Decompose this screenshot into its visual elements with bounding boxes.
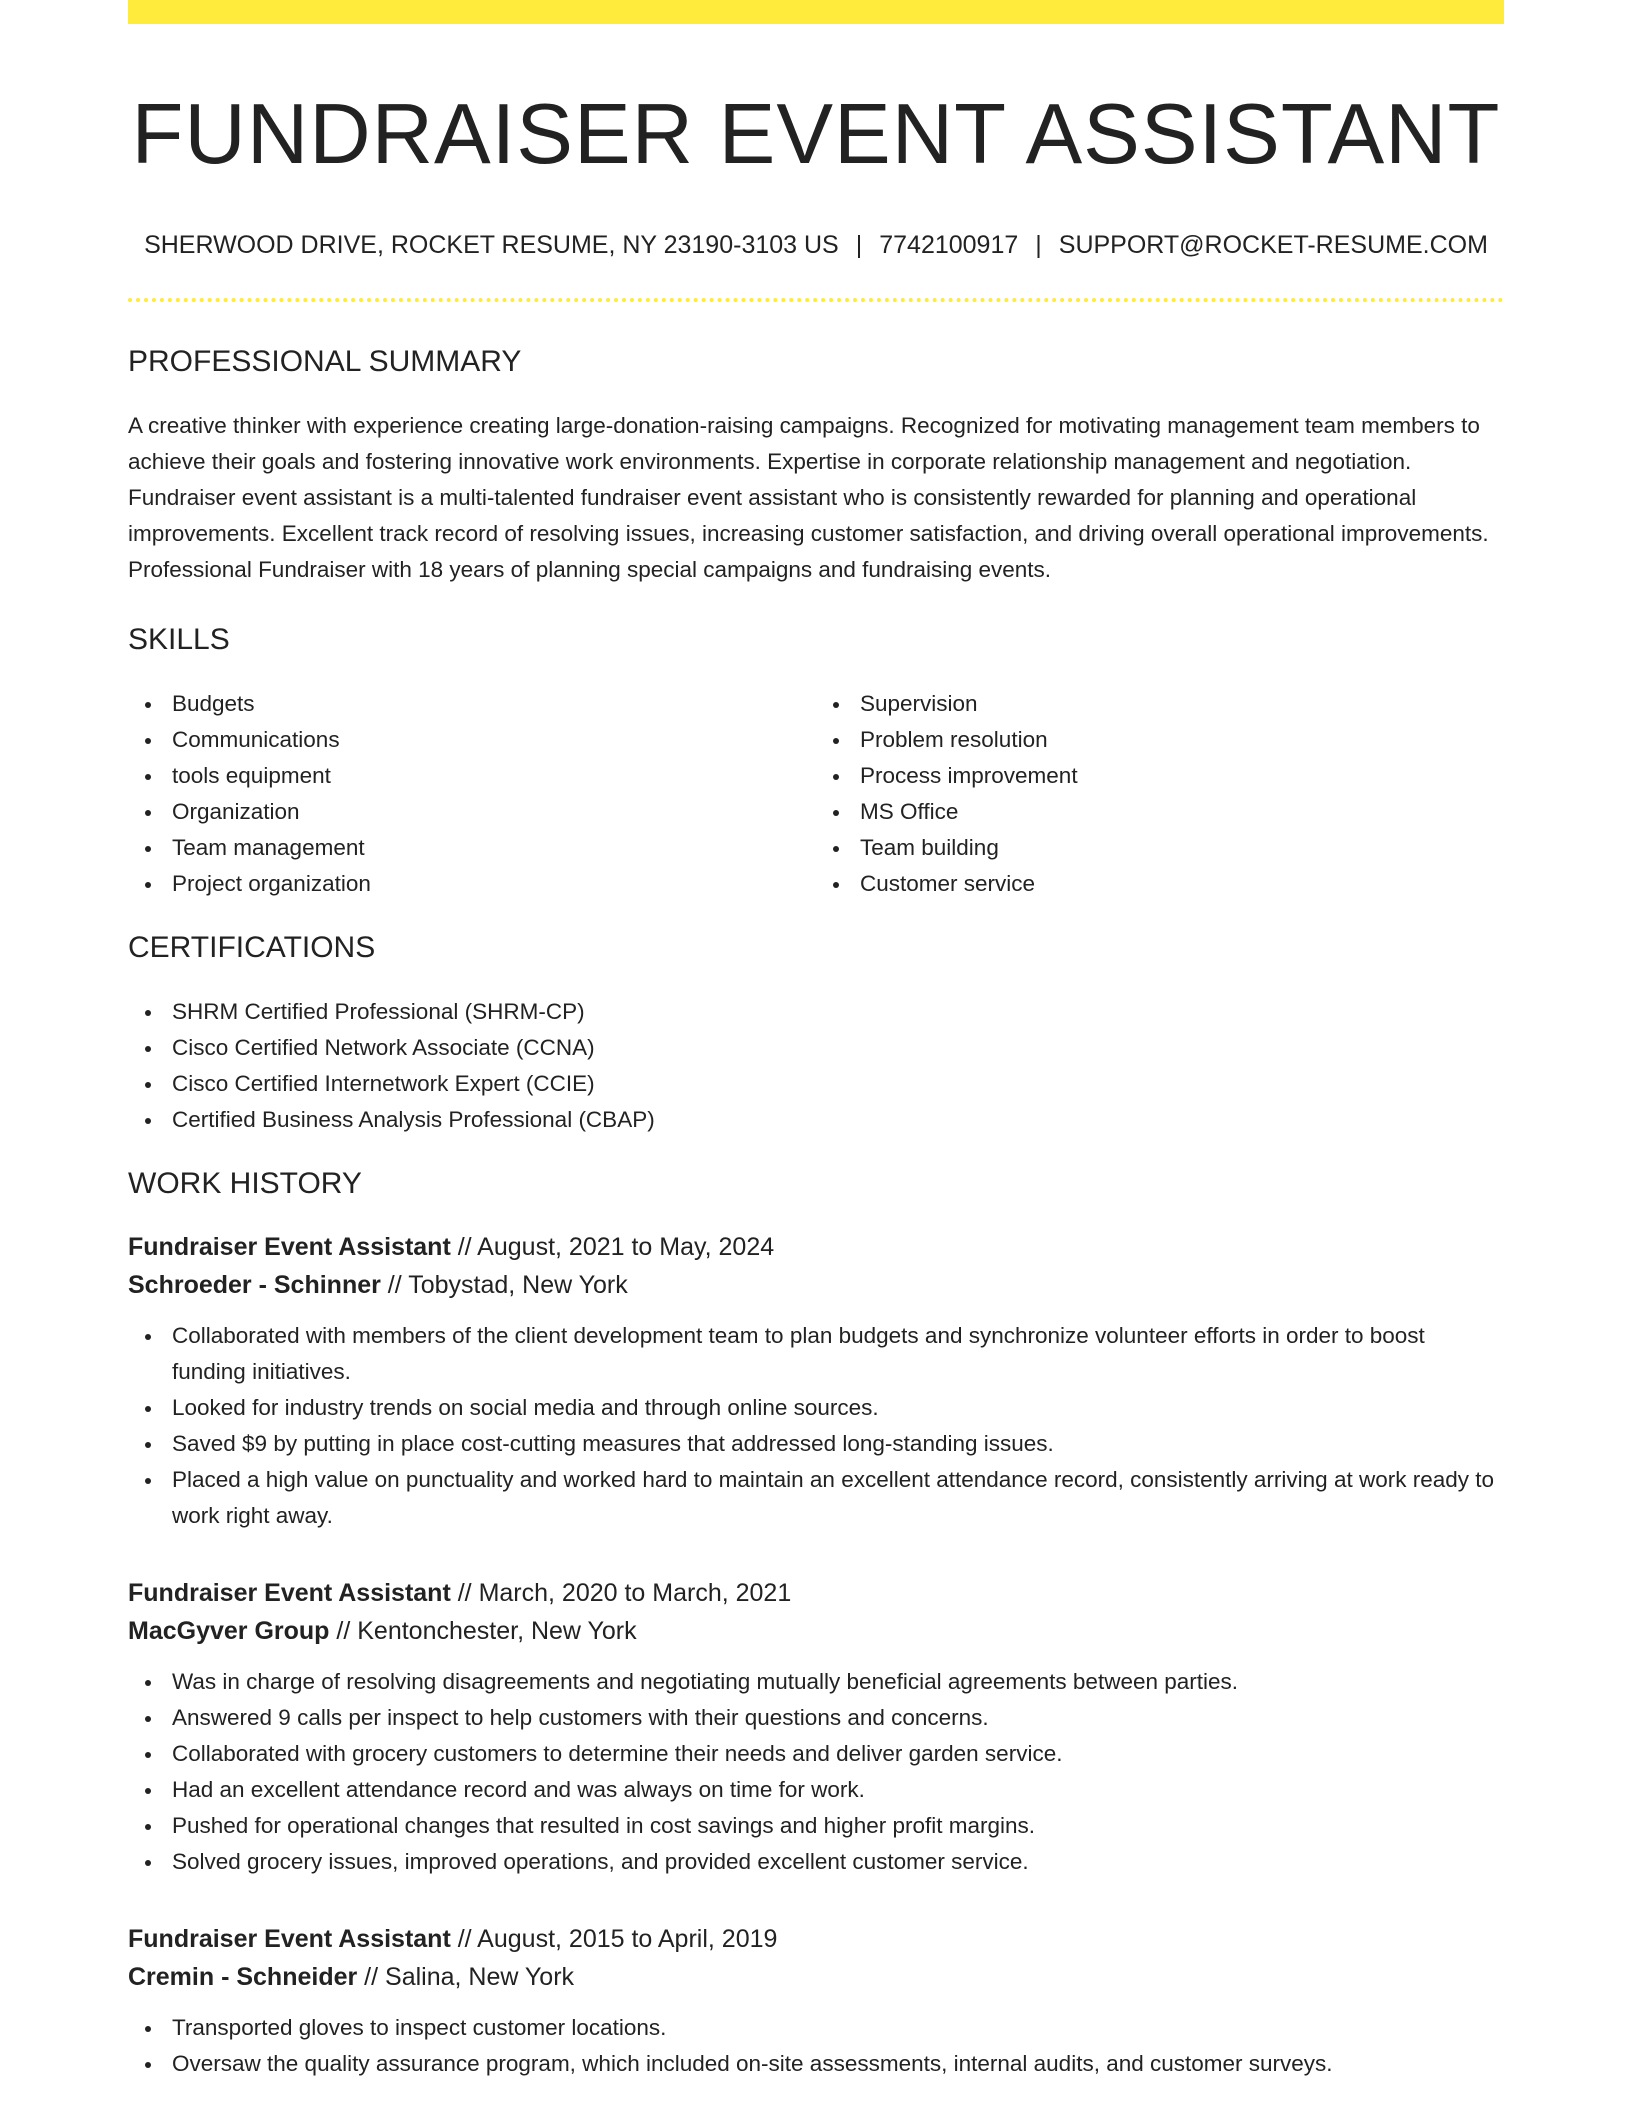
job-title-line — [128, 1574, 1504, 1612]
contact-phone: 7742100917 — [879, 231, 1019, 259]
job-title-line — [128, 1920, 1504, 1958]
job-company-line — [128, 1266, 1504, 1304]
job-dates: // August, 2021 to May, 2024 — [450, 1233, 775, 1261]
job-title-line — [128, 1228, 1504, 1266]
job-role: Fundraiser Event Assistant — [128, 1233, 451, 1261]
skill-item: MS Office — [860, 794, 1504, 830]
job-duty: Answered 9 calls per inspect to help customers with their questions and concerns. — [172, 1700, 1504, 1736]
skills-heading: SKILLS — [128, 623, 230, 656]
job-duties-list — [128, 1318, 1504, 1534]
job-duty: Collaborated with grocery customers to determine their needs and deliver garden service. — [172, 1736, 1504, 1772]
accent-top-bar — [128, 0, 1504, 24]
job-duty: Saved $9 by putting in place cost-cutting measures that addressed long-standing issues. — [172, 1426, 1504, 1462]
skill-item: Team building — [860, 830, 1504, 866]
work-history-heading: WORK HISTORY — [128, 1167, 362, 1200]
job-duty: Oversaw the quality assurance program, which included on-site assessments, internal audits, and customer surveys. — [172, 2046, 1504, 2082]
contact-separator: | — [1035, 231, 1042, 259]
skills-grid — [128, 686, 1504, 902]
job-duty: Had an excellent attendance record and was always on time for work. — [172, 1772, 1504, 1808]
job-duty: Was in charge of resolving disagreements and negotiating mutually beneficial agreements between parties. — [172, 1664, 1504, 1700]
job-duty: Solved grocery issues, improved operations, and provided excellent customer service. — [172, 1844, 1504, 1880]
skill-item: Communications — [172, 722, 816, 758]
skills-list-left — [128, 686, 816, 902]
job-duty: Looked for industry trends on social media and through online sources. — [172, 1390, 1504, 1426]
job-company: Cremin - Schneider — [128, 1963, 358, 1991]
skill-item: Customer service — [860, 866, 1504, 902]
job-entry — [128, 1228, 1504, 1534]
contact-separator: | — [855, 231, 863, 259]
contact-address: SHERWOOD DRIVE, ROCKET RESUME, NY 23190-3103 US — [144, 231, 839, 259]
job-dates: // March, 2020 to March, 2021 — [450, 1579, 792, 1607]
job-duty: Placed a high value on punctuality and worked hard to maintain an excellent attendance record, consistently arriving at work ready to work right away. — [172, 1462, 1504, 1534]
certifications-list — [128, 994, 1504, 1138]
dotted-divider — [128, 298, 1504, 302]
job-company-line — [128, 1612, 1504, 1650]
skill-item: Team management — [172, 830, 816, 866]
job-dates: // August, 2015 to April, 2019 — [450, 1925, 778, 1953]
certification-item: Certified Business Analysis Professional (CBAP) — [172, 1102, 1504, 1138]
contact-line — [128, 230, 1504, 260]
skill-item: Budgets — [172, 686, 816, 722]
summary-text: A creative thinker with experience creating large-donation-raising campaigns. Recognized for motivating management team members to achieve their goals and fostering innovative work environments. Expertise in corporate relationship management and negotiation. Fundraiser event assistant is a multi-talented fundraiser event assistant who is consistently rewarded for planning and operational improvements. Excellent track record of resolving issues, increasing customer satisfaction, and driving overall operational improvements. Professional Fundraiser with 18 years of planning special campaigns and fundraising events. — [128, 413, 1489, 582]
certifications-heading: CERTIFICATIONS — [128, 931, 376, 964]
certification-item: Cisco Certified Internetwork Expert (CCIE) — [172, 1066, 1504, 1102]
resume-page — [128, 0, 1504, 2082]
job-duty: Pushed for operational changes that resulted in cost savings and higher profit margins. — [172, 1808, 1504, 1844]
job-location: // Kentonchester, New York — [329, 1617, 637, 1645]
job-company: MacGyver Group — [128, 1617, 330, 1645]
skills-list-right — [816, 686, 1504, 902]
summary-heading: PROFESSIONAL SUMMARY — [128, 345, 522, 378]
skill-item: Problem resolution — [860, 722, 1504, 758]
job-duties-list — [128, 2010, 1504, 2082]
job-company-line — [128, 1958, 1504, 1996]
job-role: Fundraiser Event Assistant — [128, 1925, 451, 1953]
job-duty: Collaborated with members of the client development team to plan budgets and synchronize volunteer efforts in order to boost funding initiatives. — [172, 1318, 1504, 1390]
job-entry — [128, 1920, 1504, 2082]
skill-item: Supervision — [860, 686, 1504, 722]
job-role: Fundraiser Event Assistant — [128, 1579, 451, 1607]
skill-item: Organization — [172, 794, 816, 830]
skill-item: Project organization — [172, 866, 816, 902]
skill-item: tools equipment — [172, 758, 816, 794]
job-location: // Tobystad, New York — [380, 1271, 628, 1299]
job-duties-list — [128, 1664, 1504, 1880]
certification-item: SHRM Certified Professional (SHRM-CP) — [172, 994, 1504, 1030]
job-duty: Transported gloves to inspect customer locations. — [172, 2010, 1504, 2046]
job-location: // Salina, New York — [357, 1963, 575, 1991]
job-entry — [128, 1574, 1504, 1880]
skill-item: Process improvement — [860, 758, 1504, 794]
certification-item: Cisco Certified Network Associate (CCNA) — [172, 1030, 1504, 1066]
contact-email: SUPPORT@ROCKET-RESUME.COM — [1058, 231, 1488, 259]
candidate-name: FUNDRAISER EVENT ASSISTANT — [131, 87, 1501, 182]
job-company: Schroeder - Schinner — [128, 1271, 381, 1299]
